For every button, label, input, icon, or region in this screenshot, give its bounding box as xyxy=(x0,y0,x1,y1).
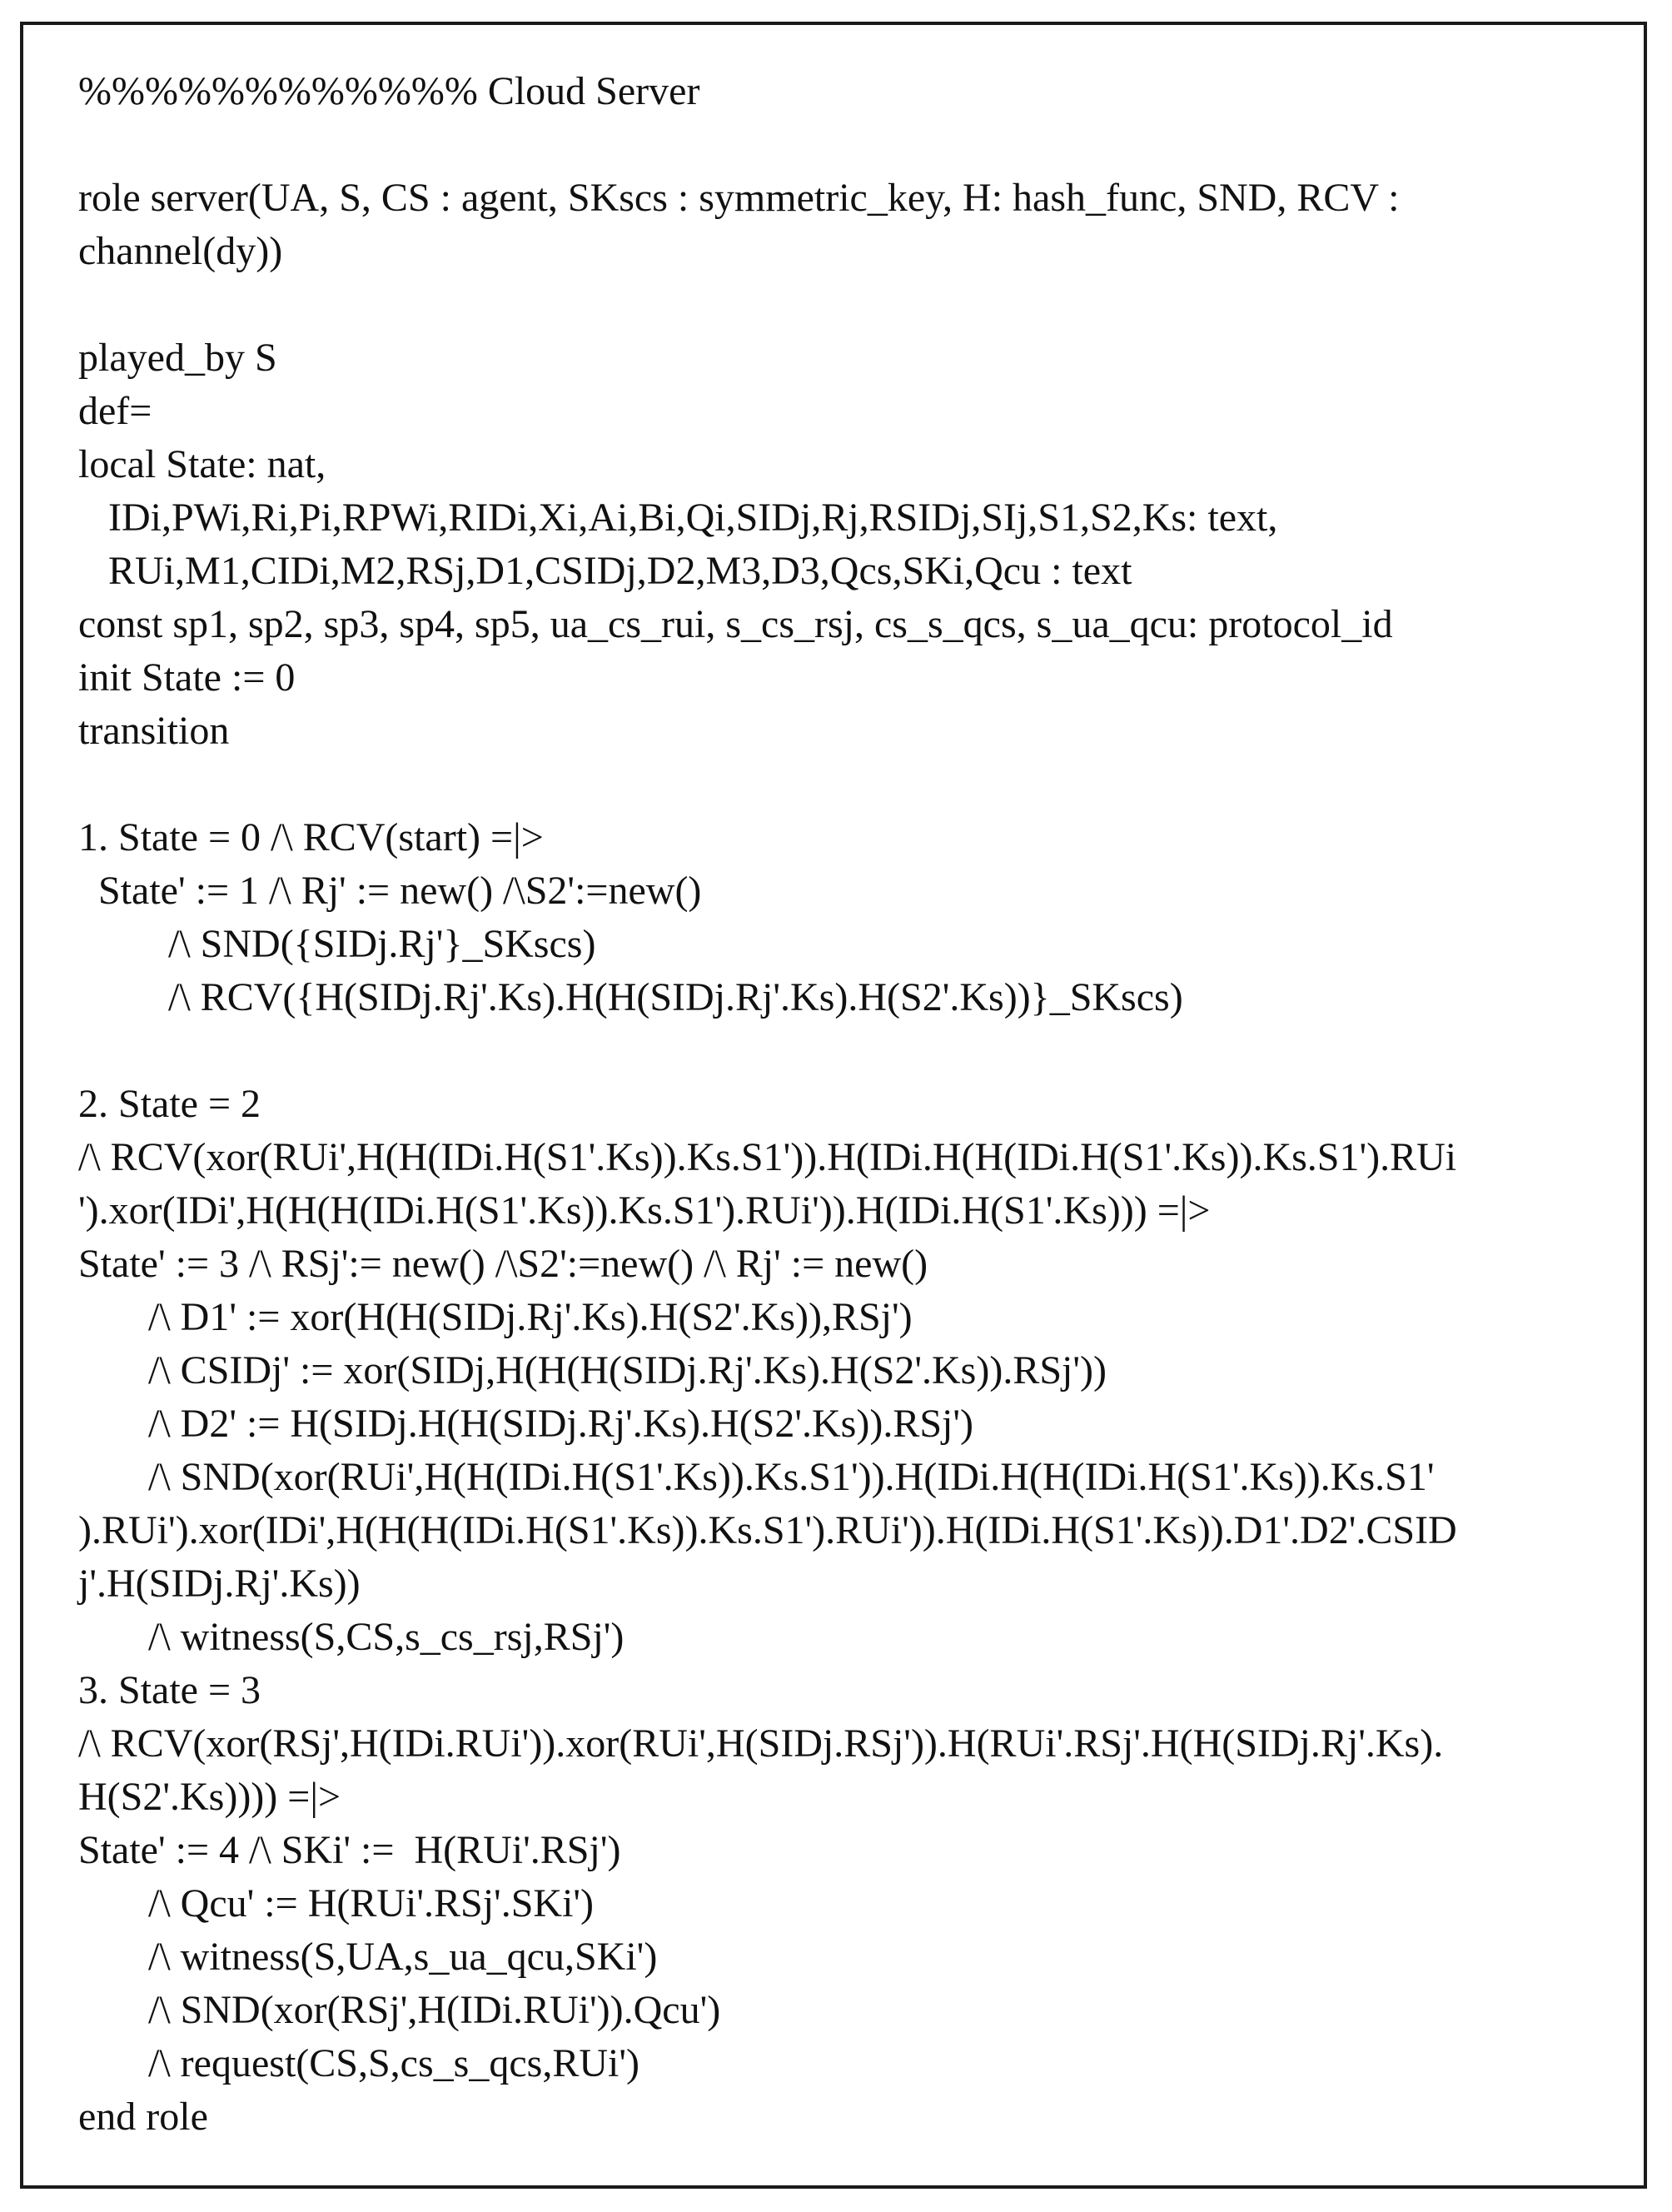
declaration-line: transition xyxy=(78,709,230,753)
declaration-line: init State := 0 xyxy=(78,655,296,700)
declaration-line: RUi,M1,CIDi,M2,RSj,D1,CSIDj,D2,M3,D3,Qcs,SKi,Qcu : text xyxy=(78,549,1132,593)
transition-line: /\ SND({SIDj.Rj'}_SKscs) xyxy=(78,922,596,966)
end-role-line: end role xyxy=(78,2095,208,2139)
transition-line: 2. State = 2 xyxy=(78,1082,261,1126)
declaration-line: def= xyxy=(78,389,152,433)
transition-line: /\ witness(S,CS,s_cs_rsj,RSj') xyxy=(78,1615,625,1659)
role-declaration-line: role server(UA, S, CS : agent, SKscs : symmetric_key, H: hash_func, SND, RCV : xyxy=(78,176,1400,220)
role-declaration-line: channel(dy)) xyxy=(78,229,283,273)
transition-line: /\ Qcu' := H(RUi'.RSj'.SKi') xyxy=(78,1881,595,1926)
blank-line xyxy=(78,1024,1457,1078)
declaration-line: played_by S xyxy=(78,336,277,380)
transition-line: State' := 4 /\ SKi' := H(RUi'.RSj') xyxy=(78,1828,621,1872)
transition-line: /\ RCV(xor(RUi',H(H(IDi.H(S1'.Ks)).Ks.S1')).H(IDi.H(H(IDi.H(S1'.Ks)).Ks.S1').RUi xyxy=(78,1135,1457,1179)
transition-line: /\ RCV(xor(RSj',H(IDi.RUi')).xor(RUi',H(SIDj.RSj')).H(RUi'.RSj'.H(H(SIDj.Rj'.Ks). xyxy=(78,1721,1444,1766)
transition-line: /\ request(CS,S,cs_s_qcs,RUi') xyxy=(78,2041,639,2085)
transition-line: /\ SND(xor(RUi',H(H(IDi.H(S1'.Ks)).Ks.S1')).H(IDi.H(H(IDi.H(S1'.Ks)).Ks.S1' xyxy=(78,1455,1435,1499)
transition-line: State' := 3 /\ RSj':= new() /\S2':=new() /\ Rj' := new() xyxy=(78,1242,928,1286)
transition-line: ').xor(IDi',H(H(H(IDi.H(S1'.Ks)).Ks.S1').RUi')).H(IDi.H(S1'.Ks))) =|> xyxy=(78,1188,1211,1233)
blank-line xyxy=(78,118,1457,172)
transition-line: /\ SND(xor(RSj',H(IDi.RUi')).Qcu') xyxy=(78,1988,721,2032)
code-box xyxy=(20,22,1647,2189)
transition-line: /\ RCV({H(SIDj.Rj'.Ks).H(H(SIDj.Rj'.Ks).H(S2'.Ks))}_SKscs) xyxy=(78,975,1183,1019)
transition-line: State' := 1 /\ Rj' := new() /\S2':=new() xyxy=(78,869,702,913)
protocol-code xyxy=(78,65,1457,2144)
section-title: %%%%%%%%%%%% Cloud Server xyxy=(78,69,700,113)
transition-line: 3. State = 3 xyxy=(78,1668,261,1712)
transition-line: /\ D2' := H(SIDj.H(H(SIDj.Rj'.Ks).H(S2'.Ks)).RSj') xyxy=(78,1402,974,1446)
declaration-line: local State: nat, xyxy=(78,442,326,486)
transition-line: j'.H(SIDj.Rj'.Ks)) xyxy=(78,1562,361,1606)
blank-line xyxy=(78,758,1457,811)
transition-line: H(S2'.Ks)))) =|> xyxy=(78,1775,341,1819)
declaration-line: const sp1, sp2, sp3, sp4, sp5, ua_cs_rui, s_cs_rsj, cs_s_qcs, s_ua_qcu: protocol_id xyxy=(78,602,1393,646)
transition-line: ).RUi').xor(IDi',H(H(H(IDi.H(S1'.Ks)).Ks.S1').RUi')).H(IDi.H(S1'.Ks)).D1'.D2'.CSID xyxy=(78,1508,1457,1552)
transition-line: 1. State = 0 /\ RCV(start) =|> xyxy=(78,815,544,859)
transition-line: /\ witness(S,UA,s_ua_qcu,SKi') xyxy=(78,1935,658,1979)
transition-line: /\ D1' := xor(H(H(SIDj.Rj'.Ks).H(S2'.Ks)),RSj') xyxy=(78,1295,913,1339)
declaration-line: IDi,PWi,Ri,Pi,RPWi,RIDi,Xi,Ai,Bi,Qi,SIDj,Rj,RSIDj,SIj,S1,S2,Ks: text, xyxy=(78,496,1278,540)
blank-line xyxy=(78,278,1457,331)
transition-line: /\ CSIDj' := xor(SIDj,H(H(H(SIDj.Rj'.Ks).H(S2'.Ks)).RSj')) xyxy=(78,1348,1107,1392)
